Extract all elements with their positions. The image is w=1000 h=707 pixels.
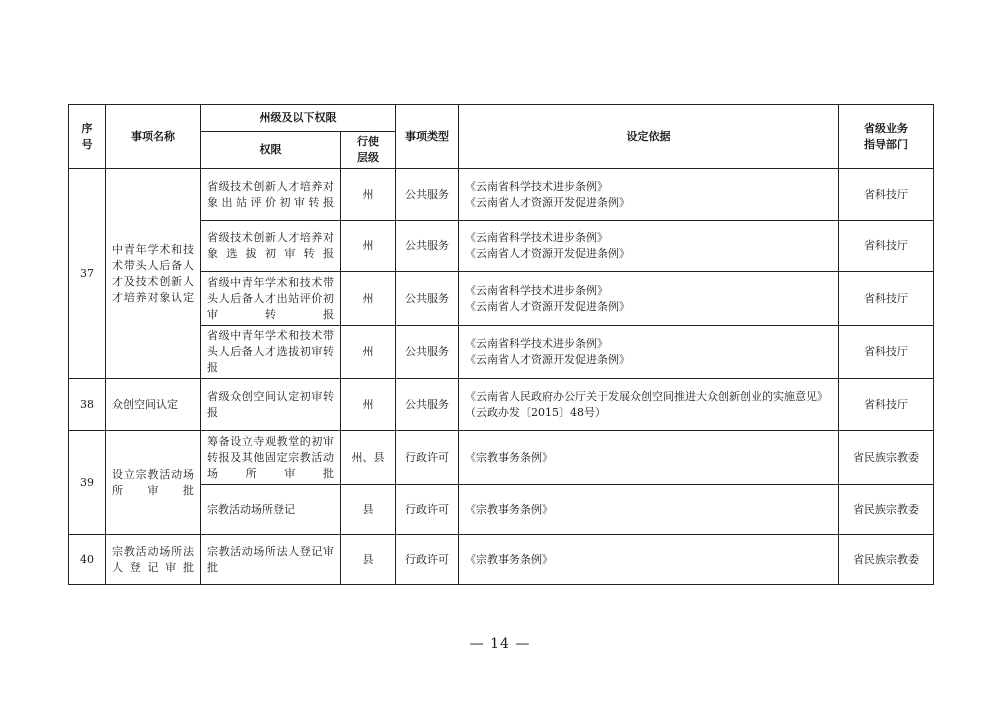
dept-cell: 省科技厅: [839, 169, 934, 221]
header-authority-group: 州级及以下权限: [201, 105, 396, 132]
item-seq: 39: [69, 431, 106, 535]
basis-line: 《云南省人才资源开发促进条例》: [465, 353, 630, 366]
basis-cell: [459, 431, 839, 485]
dept-cell: 省民族宗教委: [839, 535, 934, 585]
header-basis: 设定依据: [459, 105, 839, 169]
item-seq: 40: [69, 535, 106, 585]
table-row: [69, 431, 934, 485]
header-name: 事项名称: [106, 105, 201, 169]
authority-cell: 省级众创空间认定初审转报: [201, 379, 341, 431]
level-cell: 县: [341, 535, 396, 585]
table-row: [69, 169, 934, 221]
level-cell: 州: [341, 221, 396, 272]
level-cell: 县: [341, 485, 396, 535]
authority-cell: 省级技术创新人才培养对象选拔初审转报: [201, 221, 341, 272]
type-cell: 公共服务: [396, 326, 459, 379]
dept-cell: 省科技厅: [839, 326, 934, 379]
type-cell: 行政许可: [396, 535, 459, 585]
header-level: 行使层级: [341, 132, 396, 169]
type-cell: 公共服务: [396, 221, 459, 272]
basis-line: 《云南省科学技术进步条例》: [465, 231, 608, 244]
dept-cell: 省科技厅: [839, 272, 934, 326]
basis-cell: [459, 379, 839, 431]
basis-cell: [459, 485, 839, 535]
basis-line: 《宗教事务条例》: [465, 450, 553, 464]
type-cell: 行政许可: [396, 485, 459, 535]
authority-table: [68, 104, 934, 585]
type-cell: 公共服务: [396, 169, 459, 221]
item-name: 中青年学术和技术带头人后备人才及技术创新人才培养对象认定: [106, 169, 201, 379]
dept-cell: 省民族宗教委: [839, 431, 934, 485]
item-seq: 37: [69, 169, 106, 379]
authority-cell: 宗教活动场所法人登记审批: [201, 535, 341, 585]
basis-cell: [459, 169, 839, 221]
basis-line: 《宗教事务条例》: [465, 552, 553, 566]
item-seq: 38: [69, 379, 106, 431]
item-name: 宗教活动场所法人登记审批: [106, 535, 201, 585]
basis-line: 《云南省科学技术进步条例》: [465, 283, 608, 297]
page-number: — 14 —: [469, 636, 531, 652]
dept-cell: 省民族宗教委: [839, 485, 934, 535]
header-seq: 序号: [69, 105, 106, 169]
basis-cell: [459, 326, 839, 379]
level-cell: 州: [341, 169, 396, 221]
authority-cell: 省级中青年学术和技术带头人后备人才选拔初审转报: [201, 326, 341, 379]
item-name: 设立宗教活动场所审批: [106, 431, 201, 535]
authority-cell: 宗教活动场所登记: [201, 485, 341, 535]
authority-cell: 省级中青年学术和技术带头人后备人才出站评价初审转报: [201, 272, 341, 326]
basis-cell: [459, 272, 839, 326]
header-dept: 省级业务指导部门: [839, 105, 934, 169]
basis-line: 《宗教事务条例》: [465, 502, 553, 516]
authority-cell: 省级技术创新人才培养对象出站评价初审转报: [201, 169, 341, 221]
basis-line: 《云南省人民政府办公厅关于发展众创空间推进大众创新创业的实施意见》（云政办发〔2015〕48号）: [465, 389, 828, 419]
table-row: [69, 379, 934, 431]
type-cell: 公共服务: [396, 272, 459, 326]
dept-cell: 省科技厅: [839, 221, 934, 272]
basis-line: 《云南省科学技术进步条例》: [465, 337, 608, 350]
type-cell: 公共服务: [396, 379, 459, 431]
basis-line: 《云南省人才资源开发促进条例》: [465, 247, 630, 260]
level-cell: 州: [341, 272, 396, 326]
basis-line: 《云南省人才资源开发促进条例》: [465, 299, 630, 313]
basis-cell: [459, 221, 839, 272]
header-authority: 权限: [201, 132, 341, 169]
dept-cell: 省科技厅: [839, 379, 934, 431]
basis-cell: [459, 535, 839, 585]
level-cell: 州: [341, 379, 396, 431]
authority-cell: 筹备设立寺观教堂的初审转报及其他固定宗教活动场所审批: [201, 431, 341, 485]
table-row: [69, 535, 934, 585]
basis-line: 《云南省科学技术进步条例》: [465, 179, 608, 193]
level-cell: 州: [341, 326, 396, 379]
header-type: 事项类型: [396, 105, 459, 169]
type-cell: 行政许可: [396, 431, 459, 485]
item-name: 众创空间认定: [106, 379, 201, 431]
basis-line: 《云南省人才资源开发促进条例》: [465, 195, 630, 209]
level-cell: 州、县: [341, 431, 396, 485]
